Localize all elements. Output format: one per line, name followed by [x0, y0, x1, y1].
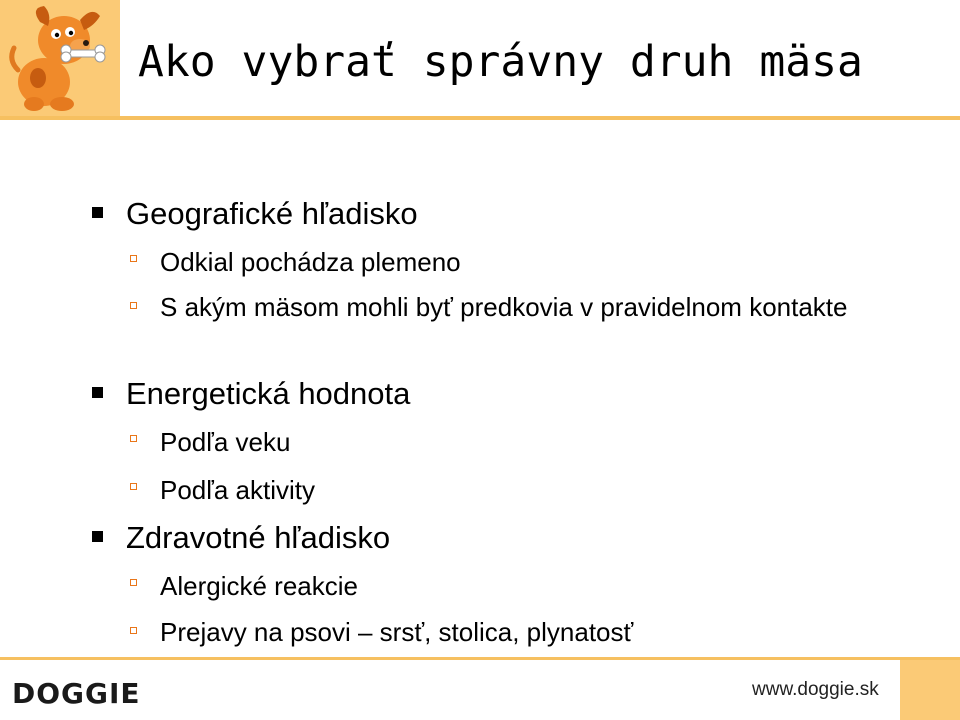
- sub-bullet-marker: [130, 579, 137, 586]
- bullet-item-energia: Energetická hodnota: [126, 376, 411, 411]
- sub-bullet-item: Odkial pochádza plemeno: [160, 247, 461, 277]
- sub-bullet-item: Alergické reakcie: [160, 571, 358, 601]
- sub-bullet-item: Prejavy na psovi – srsť, stolica, plynatosť: [160, 617, 634, 647]
- sub-bullet-item: Podľa veku: [160, 427, 291, 457]
- slide-title: Ako vybrať správny druh mäsa: [138, 37, 863, 87]
- bullet-item-zdravie: Zdravotné hľadisko: [126, 520, 391, 555]
- bullet-marker: [92, 387, 103, 398]
- sub-bullet-marker: [130, 302, 137, 309]
- doggie-logo-icon: [12, 676, 141, 712]
- sub-bullet-marker: [130, 483, 137, 490]
- footer-url[interactable]: www.doggie.sk: [752, 679, 879, 700]
- bullet-marker: [92, 207, 103, 218]
- bullet-marker: [92, 531, 103, 542]
- footer-accent-block: [900, 660, 960, 720]
- sub-bullet-marker: [130, 435, 137, 442]
- sub-bullet-item: Podľa aktivity: [160, 475, 315, 505]
- brand-name: DOGGIE: [12, 677, 141, 710]
- sub-bullet-marker: [130, 255, 137, 262]
- bullet-item-geografia: Geografické hľadisko: [126, 196, 418, 231]
- sub-bullet-item: S akým mäsom mohli byť predkovia v pravidelnom kontakte: [160, 292, 848, 322]
- sub-bullet-marker: [130, 627, 137, 634]
